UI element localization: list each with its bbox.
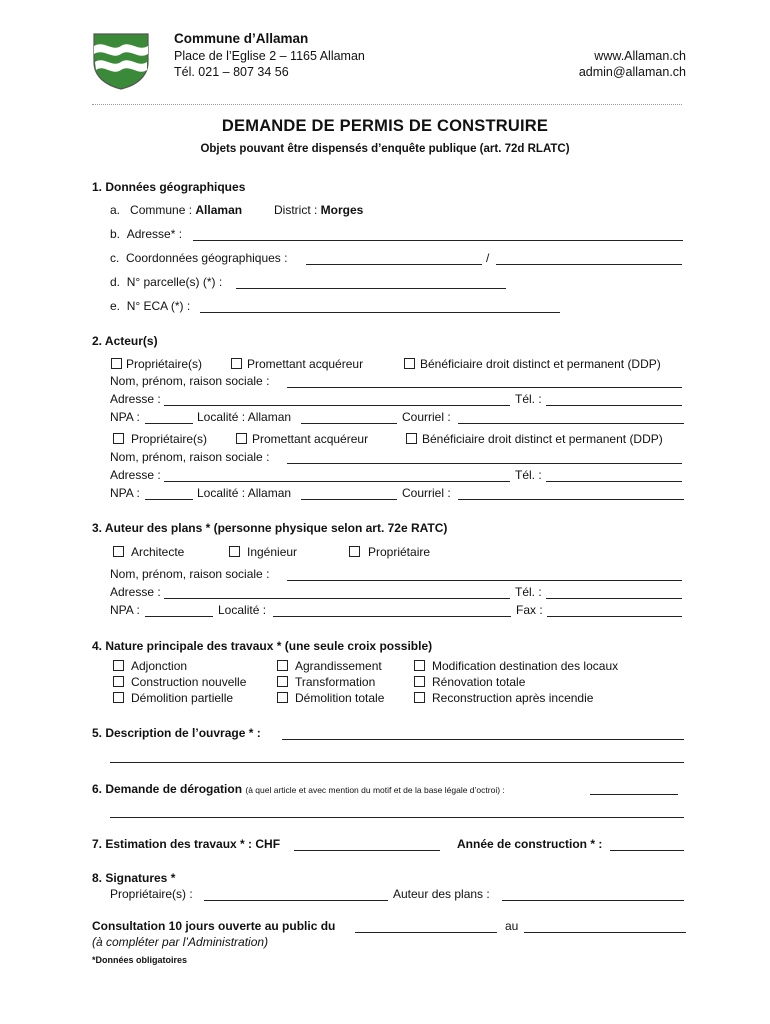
district-label: District :	[274, 203, 321, 217]
item-1b-label	[110, 227, 182, 241]
actor2-locality-label: Localité : Allaman	[197, 486, 292, 500]
actor2-address-label: Adresse :	[110, 468, 161, 482]
section-1-heading: 1. Données géographiques	[92, 180, 246, 194]
author-tel-input[interactable]	[546, 598, 682, 599]
owner-signature-label: Propriétaire(s) :	[110, 887, 193, 901]
owner-signature-input[interactable]	[204, 900, 388, 901]
author-address-input[interactable]	[164, 598, 510, 599]
derogation-title: 6. Demande de dérogation	[92, 782, 243, 796]
item-1a-prefix: a.	[110, 203, 121, 217]
coordinates-label: Coordonnées géographiques :	[126, 251, 288, 265]
item-1c-prefix: c.	[110, 251, 120, 265]
author-name-input[interactable]	[287, 580, 682, 581]
derogation-input-line1[interactable]	[590, 794, 678, 795]
actor1-name-label: Nom, prénom, raison sociale :	[110, 374, 270, 388]
engineer-checkbox[interactable]	[229, 546, 240, 557]
actor2-tel-input[interactable]	[546, 481, 682, 482]
commune-phone: Tél. 021 – 807 34 56	[174, 65, 289, 79]
section-6-heading	[92, 782, 505, 796]
actor1-owner-checkbox[interactable]	[111, 358, 122, 369]
item-1c-label	[110, 251, 287, 265]
item-1a	[110, 203, 242, 217]
works-partial-demolition-checkbox[interactable]	[113, 692, 124, 703]
actor1-npa-input[interactable]	[145, 423, 193, 424]
works-reconstruction-checkbox[interactable]	[414, 692, 425, 703]
works-partial-demolition-label: Démolition partielle	[131, 691, 234, 705]
currency-label: CHF	[255, 837, 281, 851]
item-1d-prefix: d.	[110, 275, 121, 289]
actor1-email-input[interactable]	[458, 423, 684, 424]
consultation-to-label: au	[505, 919, 519, 933]
section-5-heading: 5. Description de l’ouvrage * :	[92, 726, 261, 740]
author-fax-label: Fax :	[516, 603, 543, 617]
consultation-label: Consultation 10 jours ouverte au public du	[92, 919, 336, 933]
description-input-line1[interactable]	[282, 739, 684, 740]
works-new-construction-checkbox[interactable]	[113, 676, 124, 687]
section-2-heading: 2. Acteur(s)	[92, 334, 158, 348]
section-8-heading: 8. Signatures *	[92, 871, 176, 885]
actor1-owner-label: Propriétaire(s)	[126, 357, 203, 371]
district-value: Morges	[320, 203, 364, 217]
works-transformation-checkbox[interactable]	[277, 676, 288, 687]
actor1-address-input[interactable]	[164, 405, 510, 406]
section-3-heading: 3. Auteur des plans * (personne physique selon art. 72e RATC)	[92, 521, 448, 535]
actor1-locality-label: Localité : Allaman	[197, 410, 292, 424]
actor2-owner-checkbox[interactable]	[113, 433, 124, 444]
district-field	[274, 203, 363, 217]
coordinate-x-input[interactable]	[306, 264, 482, 265]
description-input-line2[interactable]	[110, 762, 684, 763]
works-total-demolition-label: Démolition totale	[295, 691, 385, 705]
item-1e-label	[110, 299, 190, 313]
actor1-locality-input[interactable]	[301, 423, 397, 424]
address-input[interactable]	[193, 240, 683, 241]
actor1-npa-label: NPA :	[110, 410, 140, 424]
engineer-label: Ingénieur	[247, 545, 298, 559]
works-new-construction-label: Construction nouvelle	[131, 675, 247, 689]
works-use-change-checkbox[interactable]	[414, 660, 425, 671]
mandatory-note: *Données obligatoires	[92, 955, 188, 965]
actor2-buyer-checkbox[interactable]	[236, 433, 247, 444]
works-adjonction-checkbox[interactable]	[113, 660, 124, 671]
consultation-to-input[interactable]	[524, 932, 686, 933]
works-enlargement-label: Agrandissement	[295, 659, 382, 673]
architect-label: Architecte	[131, 545, 185, 559]
actor2-email-label: Courriel :	[402, 486, 451, 500]
page-title: DEMANDE DE PERMIS DE CONSTRUIRE	[221, 117, 549, 135]
commune-address: Place de l’Eglise 2 – 1165 Allaman	[174, 49, 365, 63]
actor1-ddp-checkbox[interactable]	[404, 358, 415, 369]
author-fax-input[interactable]	[547, 616, 682, 617]
estimation-label: 7. Estimation des travaux * :	[92, 837, 256, 851]
architect-checkbox[interactable]	[113, 546, 124, 557]
actor2-email-input[interactable]	[458, 499, 684, 500]
author-signature-label: Auteur des plans :	[393, 887, 490, 901]
works-renovation-checkbox[interactable]	[414, 676, 425, 687]
author-owner-checkbox[interactable]	[349, 546, 360, 557]
estimation-input[interactable]	[294, 850, 440, 851]
author-address-label: Adresse :	[110, 585, 161, 599]
works-reconstruction-label: Reconstruction après incendie	[432, 691, 594, 705]
actor1-buyer-label: Promettant acquéreur	[247, 357, 364, 371]
works-renovation-label: Rénovation totale	[432, 675, 526, 689]
construction-year-input[interactable]	[610, 850, 684, 851]
coordinate-separator: /	[486, 251, 490, 265]
commune-name: Commune d’Allaman	[174, 31, 309, 46]
actor1-address-label: Adresse :	[110, 392, 161, 406]
construction-year-label: Année de construction * :	[457, 837, 603, 851]
item-1d-label	[110, 275, 222, 289]
author-tel-label: Tél. :	[515, 585, 542, 599]
header-divider	[92, 104, 682, 105]
actor2-ddp-label: Bénéficiaire droit distinct et permanent (DDP)	[422, 432, 663, 446]
actor2-owner-label: Propriétaire(s)	[131, 432, 208, 446]
author-locality-label: Localité :	[218, 603, 267, 617]
author-name-label: Nom, prénom, raison sociale :	[110, 567, 270, 581]
works-total-demolition-checkbox[interactable]	[277, 692, 288, 703]
commune-email[interactable]: admin@allaman.ch	[578, 65, 686, 79]
actor1-ddp-label: Bénéficiaire droit distinct et permanent (DDP)	[420, 357, 661, 371]
address-label: Adresse* :	[126, 227, 183, 241]
page-subtitle: Objets pouvant être dispensés d’enquête publique (art. 72d RLATC)	[200, 143, 570, 155]
works-enlargement-checkbox[interactable]	[277, 660, 288, 671]
coat-of-arms-icon	[92, 32, 150, 90]
works-use-change-label: Modification destination des locaux	[432, 659, 619, 673]
actor2-locality-input[interactable]	[301, 499, 397, 500]
commune-value: Allaman	[195, 203, 243, 217]
actor2-tel-label: Tél. :	[515, 468, 542, 482]
author-npa-label: NPA :	[110, 603, 140, 617]
actor2-name-input[interactable]	[287, 463, 682, 464]
actor2-address-input[interactable]	[164, 481, 510, 482]
consultation-from-input[interactable]	[355, 932, 497, 933]
actor2-ddp-checkbox[interactable]	[406, 433, 417, 444]
eca-input[interactable]	[200, 312, 560, 313]
actor2-npa-input[interactable]	[145, 499, 193, 500]
derogation-note: (à quel article et avec mention du motif et de la base légale d’octroi) :	[245, 785, 505, 795]
derogation-input-line2[interactable]	[110, 817, 684, 818]
author-owner-label: Propriétaire	[368, 545, 431, 559]
works-adjonction-label: Adjonction	[131, 659, 188, 673]
section-4-heading: 4. Nature principale des travaux * (une seule croix possible)	[92, 639, 433, 653]
actor1-buyer-checkbox[interactable]	[231, 358, 242, 369]
author-locality-input[interactable]	[273, 616, 511, 617]
item-1e-prefix: e.	[110, 299, 121, 313]
coordinate-y-input[interactable]	[496, 264, 682, 265]
author-npa-input[interactable]	[145, 616, 213, 617]
actor1-tel-input[interactable]	[546, 405, 682, 406]
actor1-email-label: Courriel :	[402, 410, 451, 424]
actor2-name-label: Nom, prénom, raison sociale :	[110, 450, 270, 464]
works-transformation-label: Transformation	[295, 675, 376, 689]
commune-website[interactable]: www.Allaman.ch	[594, 49, 686, 63]
parcel-input[interactable]	[236, 288, 506, 289]
actor2-buyer-label: Promettant acquéreur	[252, 432, 369, 446]
eca-label: N° ECA (*) :	[126, 299, 191, 313]
actor2-npa-label: NPA :	[110, 486, 140, 500]
parcel-label: N° parcelle(s) (*) :	[126, 275, 223, 289]
section-7-heading	[92, 837, 280, 851]
item-1b-prefix: b.	[110, 227, 121, 241]
commune-label: Commune :	[130, 203, 196, 217]
actor1-name-input[interactable]	[287, 387, 682, 388]
actor1-tel-label: Tél. :	[515, 392, 542, 406]
author-signature-input[interactable]	[502, 900, 684, 901]
admin-note: (à compléter par l’Administration)	[92, 935, 269, 949]
